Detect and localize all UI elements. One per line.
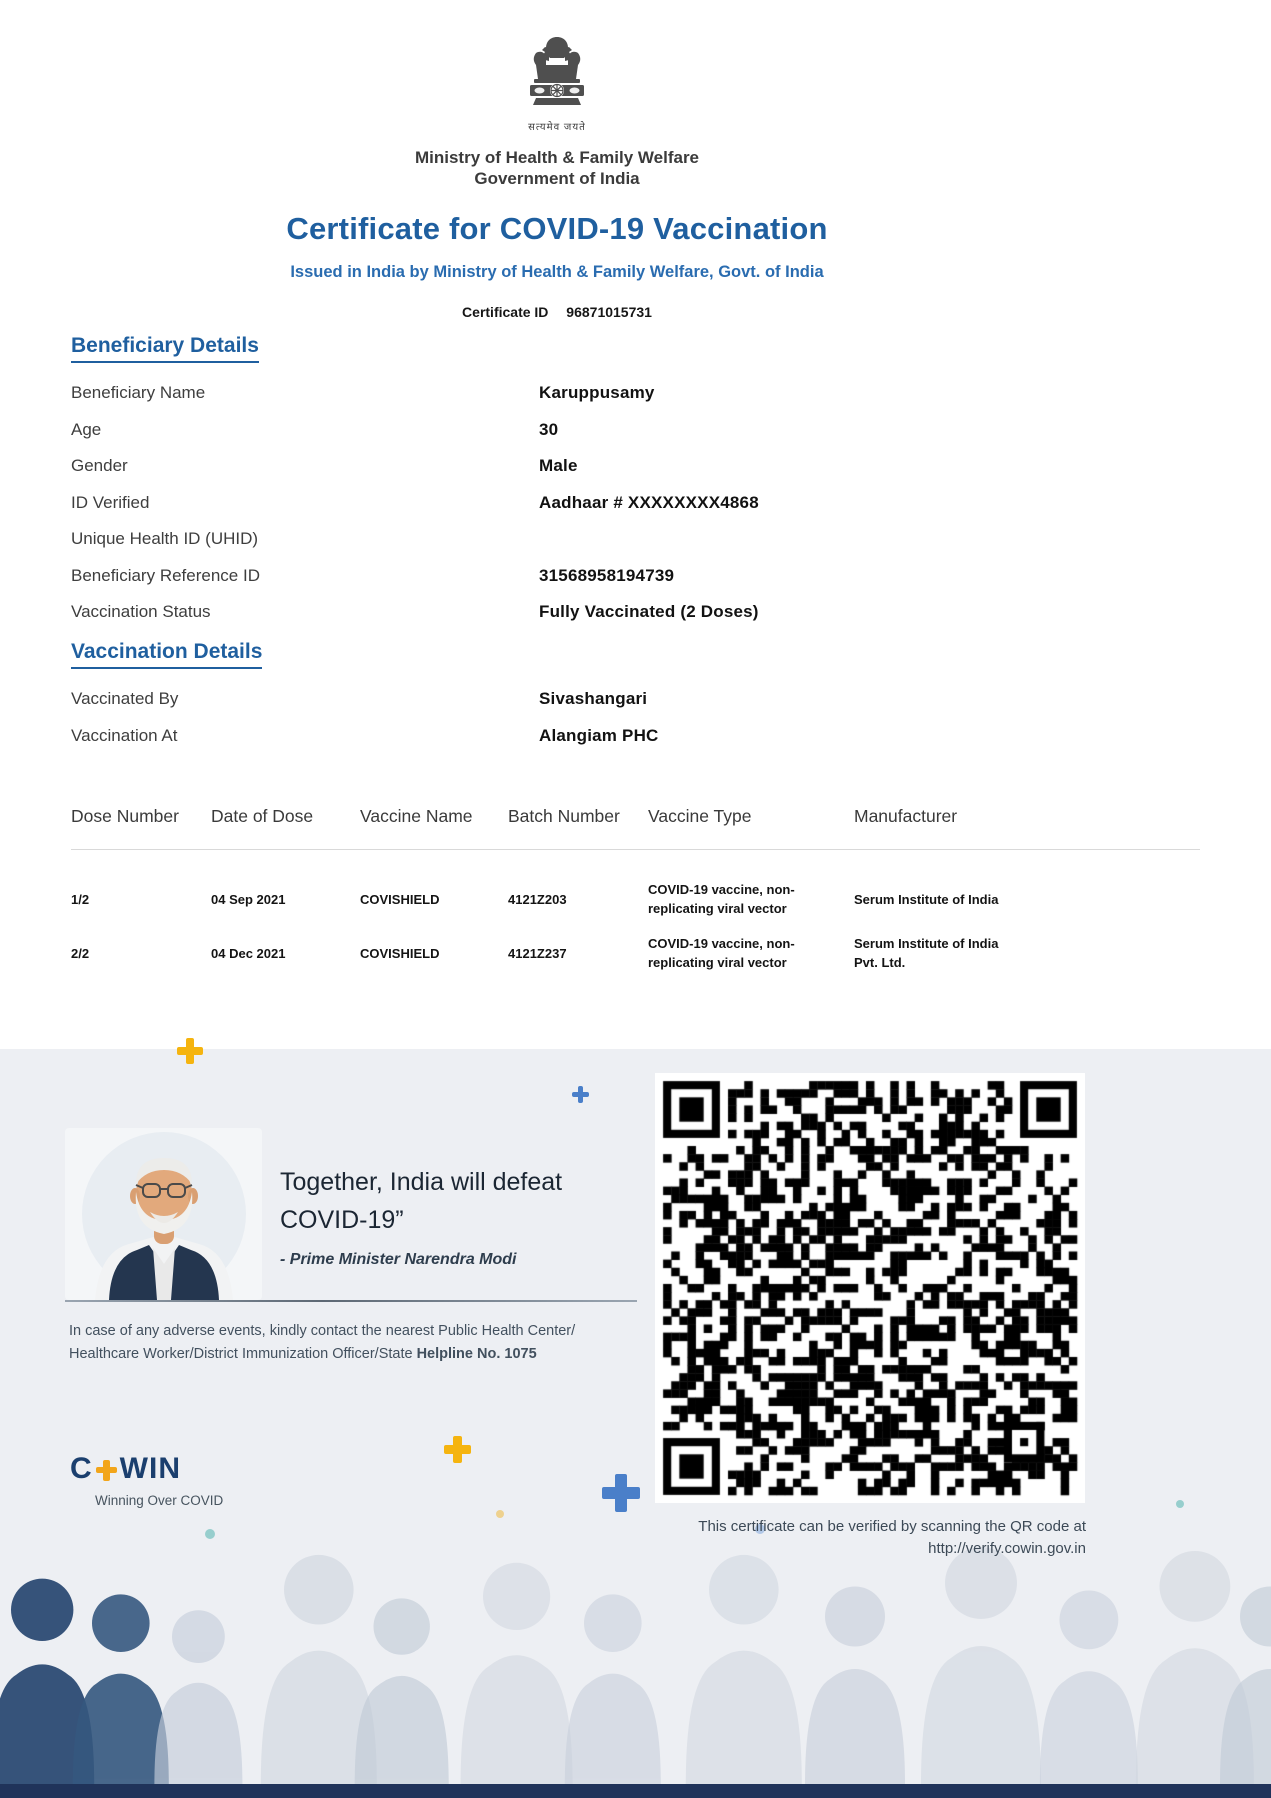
- column-header-dose-number: Dose Number: [71, 806, 179, 826]
- column-header-batch-number: Batch Number: [508, 806, 620, 826]
- column-header-date-of-dose: Date of Dose: [211, 806, 314, 826]
- field-label: Unique Health ID (UHID): [71, 529, 259, 549]
- field-beneficiary-name: [71, 375, 1200, 412]
- field-gender: [71, 448, 1200, 485]
- quote-line-2: COVID-19”: [280, 1205, 404, 1234]
- dose-date: 04 Sep 2021: [211, 891, 286, 907]
- cowin-plus-icon: [96, 1460, 117, 1481]
- cowin-logo-c: C: [70, 1452, 93, 1485]
- vaccination-section-title: Vaccination Details: [71, 640, 262, 669]
- certificate-header: [0, 36, 1114, 320]
- plus-icon-blue-small: [572, 1086, 589, 1103]
- certificate-title: Certificate for COVID-19 Vaccination: [286, 211, 828, 246]
- dose-number: 2/2: [71, 945, 90, 961]
- field-vaccination-at: [71, 718, 1200, 755]
- vaccination-details-section: [71, 640, 1200, 754]
- field-label: Vaccinated By: [71, 689, 179, 709]
- vaccine-type: COVID-19 vaccine, non-replicating viral vector: [648, 882, 795, 916]
- certificate-id: [0, 304, 1114, 320]
- batch-number: 4121Z203: [508, 891, 567, 907]
- bottom-bar: [0, 1784, 1271, 1798]
- field-value: Aadhaar # XXXXXXXX4868: [539, 492, 759, 512]
- field-id-verified: [71, 485, 1200, 522]
- field-age: [71, 412, 1200, 449]
- adverse-note: [69, 1320, 659, 1367]
- dose-table: [71, 806, 1200, 976]
- divider-line: [65, 1300, 637, 1302]
- field-vaccination-status: [71, 594, 1200, 631]
- field-value: Karuppusamy: [539, 383, 655, 403]
- verify-text: This certificate can be verified by scanning the QR code at: [698, 1518, 1086, 1535]
- beneficiary-fields: [71, 375, 1200, 631]
- dose-row-2: [71, 932, 1200, 976]
- qr-code: [655, 1073, 1085, 1503]
- verify-url: http://verify.cowin.gov.in: [928, 1539, 1086, 1557]
- ministry-name: Ministry of Health & Family Welfare: [414, 148, 700, 167]
- field-value: 30: [539, 419, 559, 439]
- field-uhid: [71, 521, 1200, 558]
- pm-modi-photo: [65, 1128, 262, 1305]
- emblem-motto: सत्यमेव जयते: [528, 122, 586, 133]
- quote-line-1: Together, India will defeat: [280, 1168, 563, 1196]
- manufacturer: Serum Institute of India: [854, 891, 999, 907]
- certificate-id-value: 96871015731: [566, 304, 652, 320]
- beneficiary-section-title: Beneficiary Details: [71, 334, 259, 363]
- government-name: Government of India: [474, 169, 640, 188]
- plus-icon-yellow-top: [177, 1038, 203, 1064]
- column-header-manufacturer: Manufacturer: [854, 806, 958, 826]
- certificate-subtitle: Issued in India by Ministry of Health & Family Welfare, Govt. of India: [290, 263, 824, 281]
- dose-table-header: [71, 806, 1200, 850]
- field-label: Vaccination Status: [71, 602, 211, 622]
- dose-number: 1/2: [71, 891, 90, 907]
- cowin-tagline: Winning Over COVID: [95, 1493, 224, 1508]
- column-header-vaccine-type: Vaccine Type: [648, 806, 752, 826]
- cowin-logo-win: WIN: [119, 1452, 181, 1485]
- vaccine-name: COVISHIELD: [360, 891, 440, 907]
- adverse-text-line-2: Healthcare Worker/District Immunization Officer/State: [69, 1346, 417, 1363]
- batch-number: 4121Z237: [508, 945, 567, 961]
- plus-icon-yellow-bottom: [444, 1436, 471, 1463]
- field-value: 31568958194739: [539, 565, 675, 585]
- field-label: Gender: [71, 456, 128, 476]
- field-value: Sivashangari: [539, 689, 648, 709]
- adverse-text-line-1: In case of any adverse events, kindly contact the nearest Public Health Center/: [69, 1323, 576, 1339]
- footer-band: [0, 1049, 1271, 1798]
- field-value: Alangiam PHC: [539, 725, 659, 745]
- field-value: Male: [539, 456, 578, 476]
- field-label: Age: [71, 419, 102, 439]
- plus-icon-blue-large: [602, 1474, 640, 1512]
- vaccine-type: COVID-19 vaccine, non-replicating viral vector: [648, 936, 795, 970]
- dose-date: 04 Dec 2021: [211, 945, 286, 961]
- emblem-graphic: [524, 36, 590, 112]
- verify-note: [698, 1516, 1086, 1560]
- manufacturer: Serum Institute of India Pvt. Ltd.: [854, 936, 999, 970]
- field-beneficiary-reference-id: [71, 558, 1200, 595]
- field-label: Vaccination At: [71, 725, 178, 745]
- quote-author: - Prime Minister Narendra Modi: [280, 1251, 517, 1268]
- column-header-vaccine-name: Vaccine Name: [360, 806, 473, 826]
- pm-quote: [280, 1164, 562, 1239]
- vaccination-fields: [71, 681, 1200, 754]
- certificate-id-label: Certificate ID: [462, 304, 549, 320]
- field-value: Fully Vaccinated (2 Doses): [539, 602, 759, 622]
- helpline-number: Helpline No. 1075: [416, 1346, 537, 1363]
- vaccine-name: COVISHIELD: [360, 945, 440, 961]
- field-vaccinated-by: [71, 681, 1200, 718]
- field-label: Beneficiary Reference ID: [71, 565, 260, 585]
- beneficiary-details-section: [71, 334, 1200, 631]
- cowin-logo: [70, 1452, 181, 1486]
- dose-row-1: [71, 878, 1200, 922]
- field-label: Beneficiary Name: [71, 383, 206, 403]
- national-emblem-icon: [524, 36, 590, 133]
- field-label: ID Verified: [71, 492, 150, 512]
